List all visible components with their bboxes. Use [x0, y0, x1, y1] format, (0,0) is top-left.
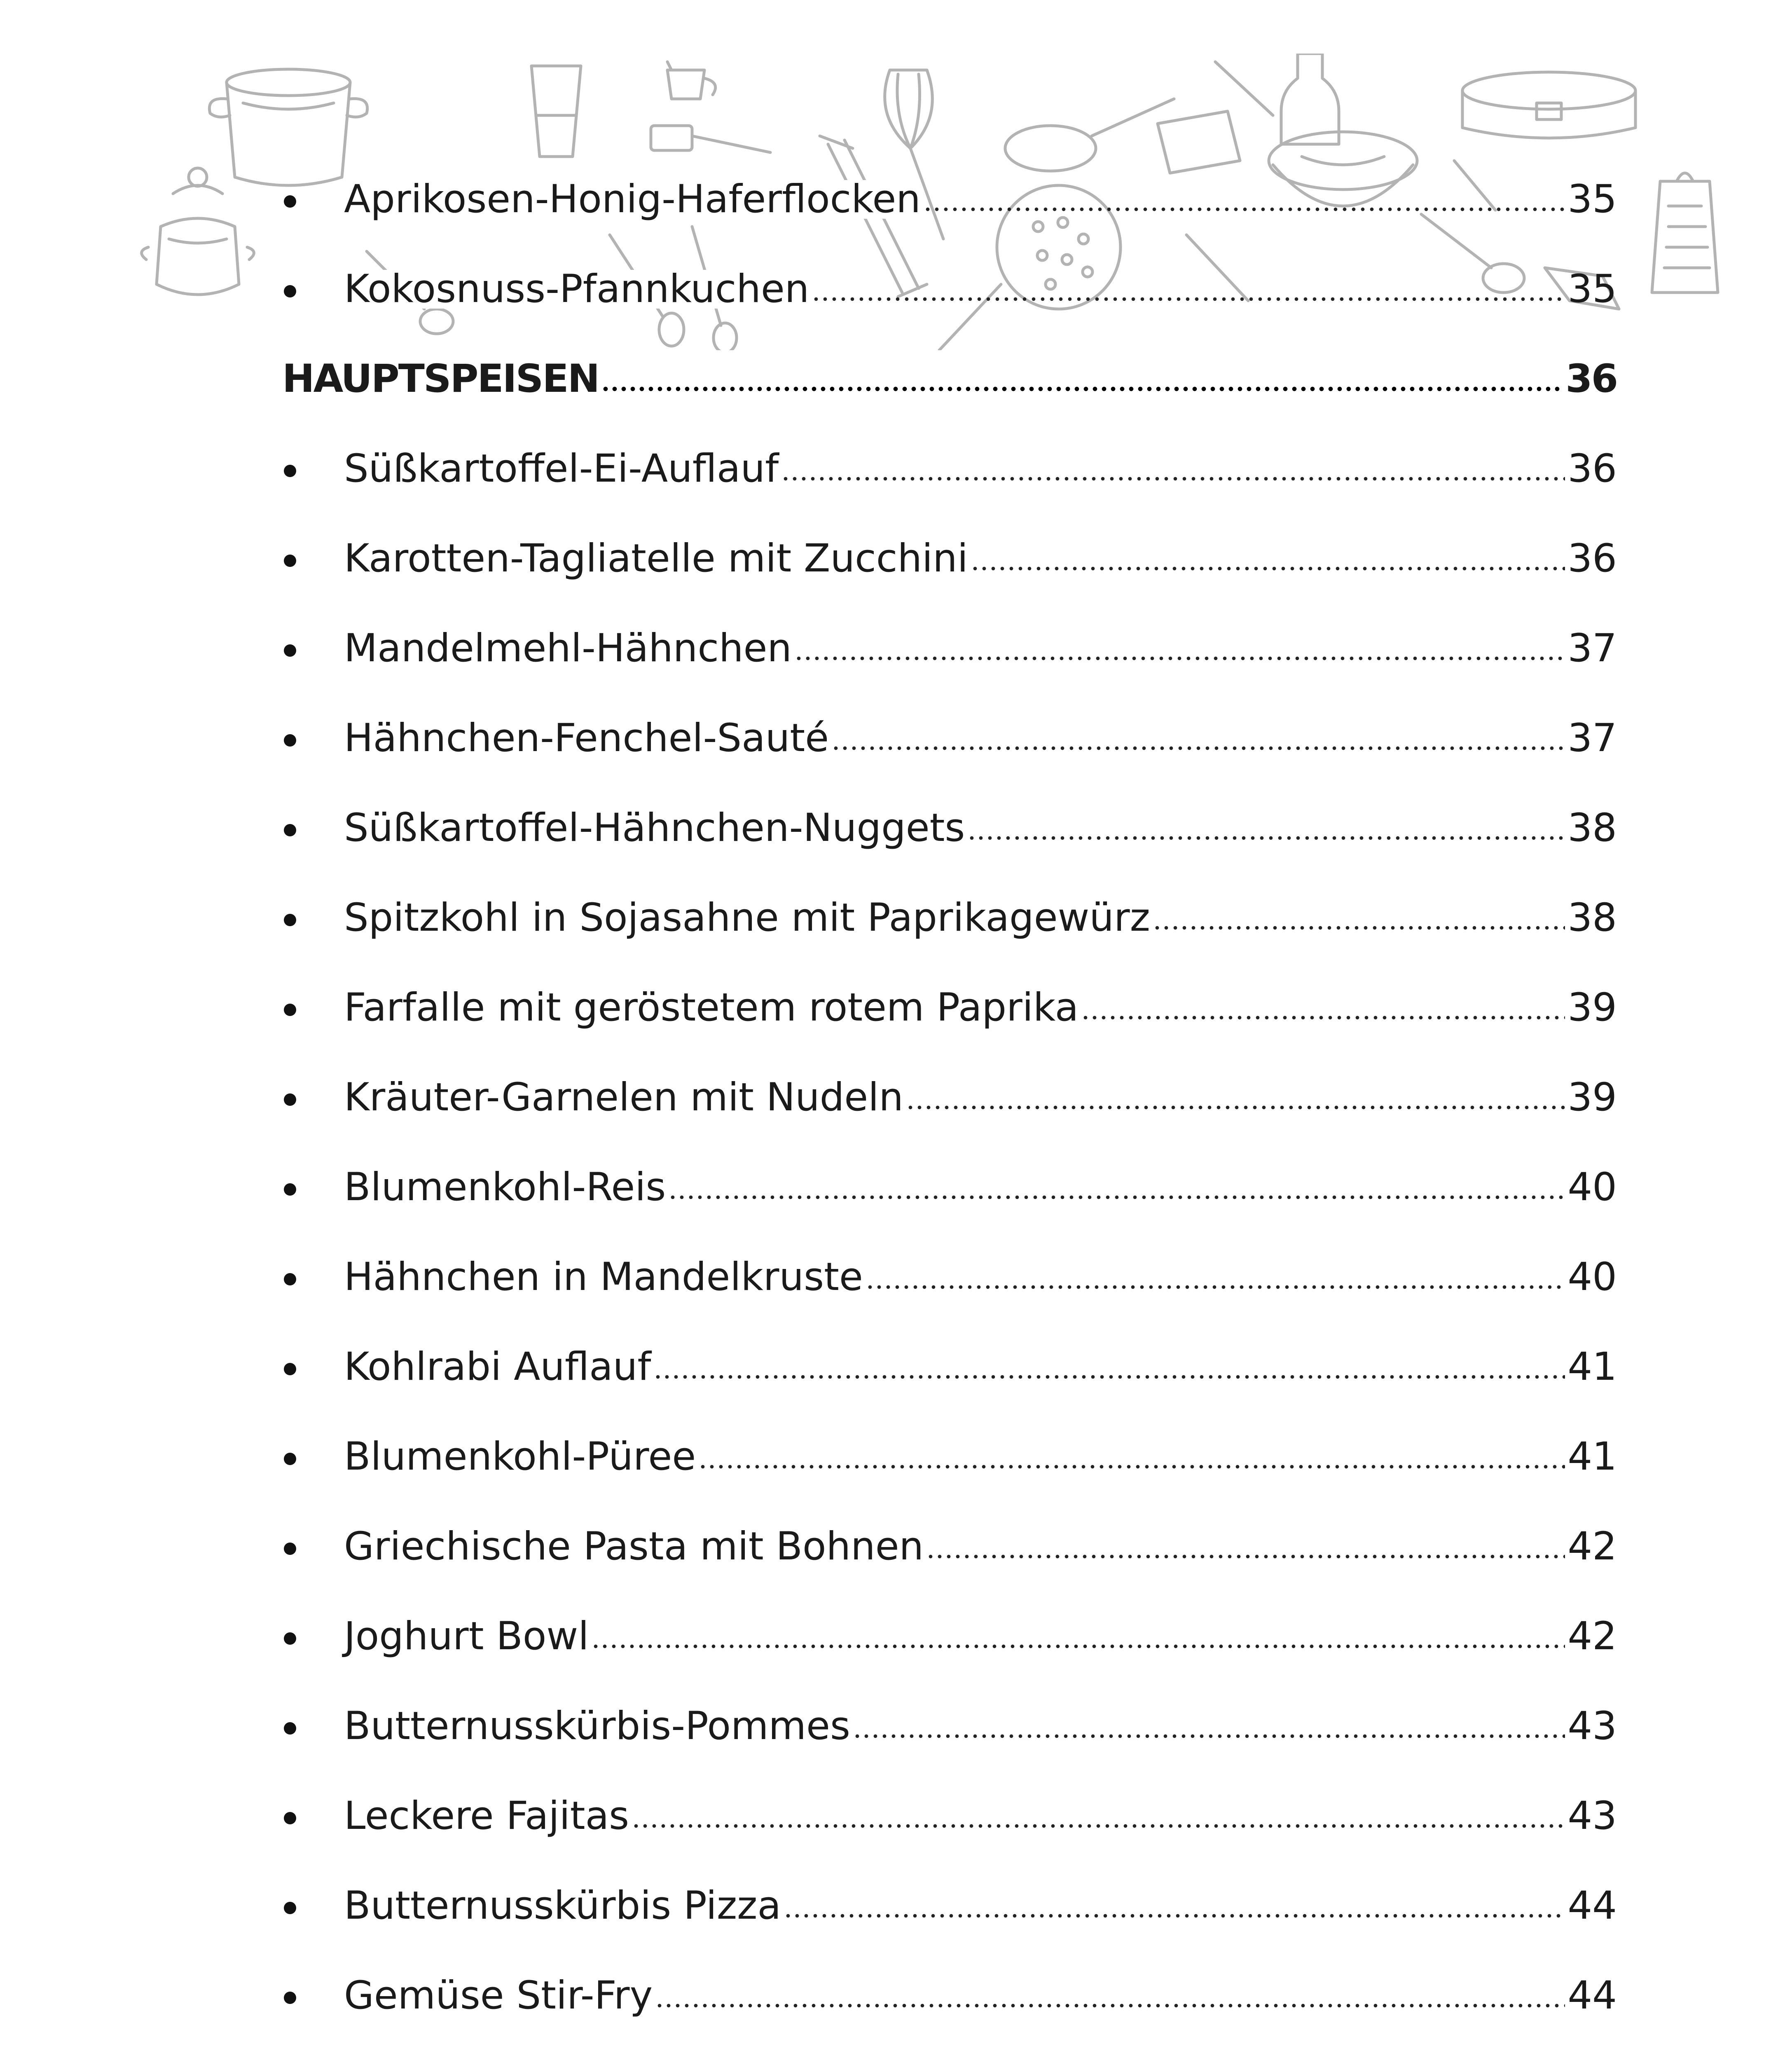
- grater-icon: [1652, 173, 1718, 293]
- bullet-icon: [282, 1232, 344, 1322]
- bullet-icon: [282, 1592, 344, 1681]
- toc-entry[interactable]: [282, 604, 1617, 693]
- measuring-cup-icon: [667, 62, 716, 99]
- dot-leader: [831, 693, 1565, 783]
- toc-entry[interactable]: [282, 244, 1617, 334]
- dot-leader: [1153, 873, 1565, 963]
- table-of-contents: [282, 154, 1617, 2060]
- toc-entry-page: 41: [1567, 1344, 1617, 1389]
- dot-leader: [781, 424, 1565, 514]
- toc-entry-page: 35: [1567, 177, 1617, 222]
- toc-entry[interactable]: [282, 1771, 1617, 1861]
- dot-leader: [655, 1951, 1565, 2041]
- dot-leader: [1081, 963, 1565, 1053]
- toc-entry[interactable]: [282, 2041, 1617, 2060]
- dot-leader: [866, 1232, 1565, 1322]
- dot-leader: [906, 1053, 1565, 1142]
- dot-leader: [698, 1412, 1565, 1502]
- toc-entry-page: 44: [1567, 1973, 1617, 2018]
- dot-leader: [653, 1322, 1565, 1412]
- bullet-icon: [282, 154, 344, 244]
- toc-entry-page: 40: [1567, 1165, 1617, 1210]
- dot-leader: [812, 244, 1565, 334]
- toc-section-heading[interactable]: [282, 334, 1617, 424]
- bullet-icon: [282, 1861, 344, 1951]
- toc-entry-title: Kohlrabi Auflauf: [344, 1344, 651, 1389]
- toc-entry-page: 43: [1567, 1704, 1617, 1749]
- toc-entry[interactable]: [282, 1053, 1617, 1142]
- bullet-icon: [282, 873, 344, 963]
- toc-entry-page: 37: [1567, 716, 1617, 761]
- bullet-icon: [282, 1502, 344, 1592]
- cake-tin-icon: [1462, 72, 1635, 138]
- toc-entry-page: 38: [1567, 805, 1617, 850]
- toc-entry[interactable]: [282, 1502, 1617, 1592]
- toc-entry-page: 36: [1567, 536, 1617, 581]
- dot-leader: [632, 1771, 1565, 1861]
- lidded-pot-icon: [142, 168, 254, 295]
- toc-entry-page: 42: [1567, 1524, 1617, 1569]
- dot-leader: [923, 154, 1565, 244]
- bullet-icon: [282, 424, 344, 514]
- dot-leader: [794, 604, 1565, 693]
- toc-entry-title: Gemüse Stir-Fry: [344, 1973, 653, 2018]
- dot-leader: [668, 1142, 1565, 1232]
- toc-entry-title: Kokosnuss-Pfannkuchen: [344, 267, 809, 311]
- dot-leader: [853, 1681, 1565, 1771]
- toc-entry-title: Kräuter-Garnelen mit Nudeln: [344, 1075, 903, 1120]
- dot-leader: [971, 514, 1565, 604]
- toc-entry[interactable]: [282, 693, 1617, 783]
- bullet-icon: [282, 1771, 344, 1861]
- toc-section-title: HAUPTSPEISEN: [282, 356, 599, 401]
- dot-leader: [601, 334, 1563, 424]
- toc-entry-page: 36: [1567, 446, 1617, 491]
- bullet-icon: [282, 1412, 344, 1502]
- toc-entry[interactable]: [282, 154, 1617, 244]
- dot-leader: [591, 1592, 1565, 1681]
- glass-icon: [531, 66, 581, 157]
- toc-entry[interactable]: [282, 963, 1617, 1053]
- toc-entry[interactable]: [282, 1232, 1617, 1322]
- bullet-icon: [282, 693, 344, 783]
- bullet-icon: [282, 514, 344, 604]
- bullet-icon: [282, 604, 344, 693]
- toc-entry-page: 42: [1567, 1614, 1617, 1659]
- toc-entry-title: Spitzkohl in Sojasahne mit Paprikagewürz: [344, 895, 1150, 940]
- bullet-icon: [282, 1142, 344, 1232]
- toc-entry[interactable]: [282, 783, 1617, 873]
- toc-entry-title: Butternusskürbis-Pommes: [344, 1704, 850, 1749]
- toc-entry-title: Mandelmehl-Hähnchen: [344, 626, 792, 671]
- bottle-icon: [1281, 54, 1339, 144]
- toc-entry-title: Farfalle mit geröstetem rotem Paprika: [344, 985, 1079, 1030]
- toc-entry-title: Hähnchen in Mandelkruste: [344, 1255, 863, 1299]
- toc-entry-page: 37: [1567, 626, 1617, 671]
- toc-entry[interactable]: [282, 1412, 1617, 1502]
- toc-entry[interactable]: [282, 873, 1617, 963]
- toc-entry-page: 39: [1567, 1075, 1617, 1120]
- toc-entry-page: 43: [1567, 1793, 1617, 1838]
- bullet-icon: [282, 1053, 344, 1142]
- bullet-icon: [282, 1322, 344, 1412]
- toc-entry-title: Aprikosen-Honig-Haferflocken: [344, 177, 921, 222]
- toc-entry-title: Süßkartoffel-Ei-Auflauf: [344, 446, 779, 491]
- dot-leader: [784, 1861, 1565, 1951]
- toc-entry[interactable]: [282, 1681, 1617, 1771]
- dot-leader: [797, 2041, 1565, 2060]
- dot-leader: [967, 783, 1565, 873]
- bullet-icon: [282, 2041, 344, 2060]
- toc-entry-page: 41: [1567, 1434, 1617, 1479]
- toc-entry[interactable]: [282, 1861, 1617, 1951]
- bullet-icon: [282, 963, 344, 1053]
- toc-entry[interactable]: [282, 1142, 1617, 1232]
- toc-entry[interactable]: [282, 1951, 1617, 2041]
- toc-entry-page: 39: [1567, 985, 1617, 1030]
- toc-entry[interactable]: [282, 1322, 1617, 1412]
- toc-entry[interactable]: [282, 514, 1617, 604]
- spatula-icon: [651, 126, 770, 152]
- toc-entry-page: 44: [1567, 1883, 1617, 1928]
- toc-section-page: 36: [1565, 356, 1617, 401]
- bullet-icon: [282, 1951, 344, 2041]
- toc-entry-page: 38: [1567, 895, 1617, 940]
- bullet-icon: [282, 783, 344, 873]
- toc-entry-page: 40: [1567, 1255, 1617, 1299]
- toc-entry-title: Karotten-Tagliatelle mit Zucchini: [344, 536, 968, 581]
- toc-entry-title: Hähnchen-Fenchel-Sauté: [344, 716, 829, 761]
- dot-leader: [926, 1502, 1565, 1592]
- bullet-icon: [282, 244, 344, 334]
- toc-entry-title: Leckere Fajitas: [344, 1793, 629, 1838]
- toc-entry-title: Süßkartoffel-Hähnchen-Nuggets: [344, 805, 965, 850]
- toc-entry-title: Blumenkohl-Reis: [344, 1165, 666, 1210]
- toc-entry-page: 35: [1567, 267, 1617, 311]
- toc-entry-title: Blumenkohl-Püree: [344, 1434, 696, 1479]
- toc-entry[interactable]: [282, 424, 1617, 514]
- toc-entry-title: Joghurt Bowl: [344, 1614, 589, 1659]
- toc-entry[interactable]: [282, 1592, 1617, 1681]
- bullet-icon: [282, 1681, 344, 1771]
- toc-entry-title: Griechische Pasta mit Bohnen: [344, 1524, 924, 1569]
- toc-entry-title: Butternusskürbis Pizza: [344, 1883, 781, 1928]
